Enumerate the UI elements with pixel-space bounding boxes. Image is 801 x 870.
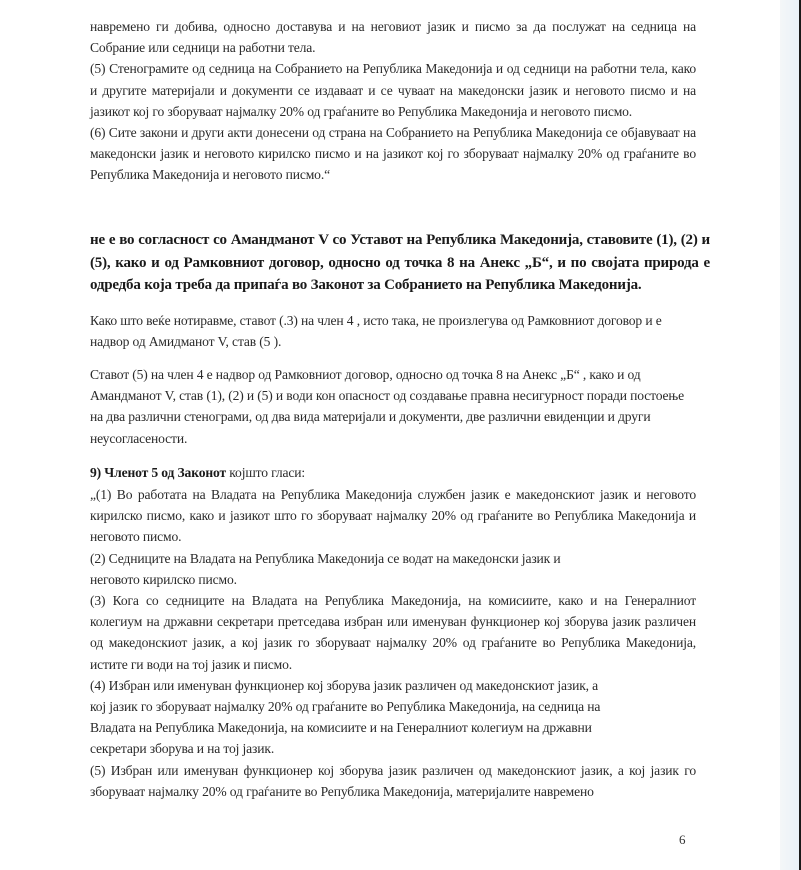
paragraph: (2) Седниците на Владата на Република Македонија се водат на македонски јазик и — [90, 550, 561, 566]
article-5-text — [90, 484, 696, 802]
paragraph: (5) Стенограмите од седница на Собранието на Република Македонија и од седници на работни тела, како и другите материјали и документи се издаваат и се чуваат на македонски јазик и неговото писмо и на јазикот кој го зборуваат најмалку 20% од граѓаните во Република Македонија и неговото писмо. — [90, 61, 696, 119]
paragraph: навремено ги добива, односно доставува и на неговиот јазик и писмо за да послужат на седница на Собрание или седници на работни тела. — [90, 19, 696, 56]
section-9 — [90, 462, 696, 483]
paragraph: (4) Избран или именуван функционер кој зборува јазик различен од македонскиот јазик, а — [90, 677, 599, 693]
stav5-paragraph — [90, 364, 696, 449]
page-number: 6 — [679, 832, 686, 847]
paragraph: (5) Избран или именуван функционер кој зборува јазик различен од македонскиот јазик, а кој јазик го зборуваат најмалку 20% од граѓаните во Република Македонија, материјалите навремено — [90, 762, 696, 799]
paragraph: Како што веќе нотиравме, ставот (.3) на член 4 , исто така, не произлегува од Рамковниот договор и е надвор од Амидманот V, став (5 ). — [90, 313, 662, 350]
paragraph: (6) Сите закони и други акти донесени од страна на Собранието на Република Македонија се објавуваат на македонски јазик и неговото кирилско писмо и на јазикот кој го зборуваат најмалку 20% од граѓаните во Република Македонија и неговото писмо.“ — [90, 125, 696, 183]
viewer-margin — [780, 0, 799, 870]
section-heading-rest: којшто гласи: — [226, 465, 306, 480]
section-number: 9) — [90, 465, 102, 480]
article-4-continuation — [90, 16, 696, 186]
paragraph: Ставот (5) на член 4 е надвор од Рамковниот договор, односно од точка 8 на Анекс „Б“ , како и од Амандманот V, став (1), (2) и (5) и води кон опасност од создавање правна несигурност поради постоење на два различни стенограми, од два вида материјали и документи, две различни евиденции и други неусогласености. — [90, 367, 684, 446]
paragraph: секретари зборува и на тој јазик. — [90, 741, 275, 757]
noted-paragraph — [90, 310, 696, 352]
bold-statement-text: не е во согласност со Амандманот V со Уставот на Република Македонија, ставовите (1), (2) и (5), како и од Рамковниот договор, односно од точка 8 на Анекс „Б“, и по својата природа е одредба која треба да припаѓа во Законот за Собранието на Република Македонија. — [90, 232, 710, 293]
paragraph: неговото кирилско писмо. — [90, 571, 237, 587]
bold-statement — [90, 229, 710, 297]
paragraph: „(1) Во работата на Владата на Република Македонија службен јазик е македонскиот јазик и неговото кирилско писмо, како и јазикот што го зборуваат најмалку 20% од граѓаните во Република Македонија и неговото писмо. — [90, 487, 696, 545]
section-heading-bold: Членот 5 од Законот — [104, 465, 227, 480]
paragraph: кој јазик го зборуваат најмалку 20% од граѓаните во Република Македонија, на седница на — [90, 699, 601, 715]
paragraph: (3) Кога со седниците на Владата на Република Македонија, на комисиите, како и на Генералниот колегиум на државни секретари претседава избран или именуван функционер кој зборува јазик различен од македонскиот јазик, а кој јазик го зборуваат најмалку 20% од граѓаните во Република Македонија, истите ги води на тој јазик и писмо. — [90, 593, 696, 672]
section-heading — [90, 462, 696, 483]
paragraph: Владата на Република Македонија, на комисиите и на Генералниот колегиум на државни — [90, 720, 592, 736]
